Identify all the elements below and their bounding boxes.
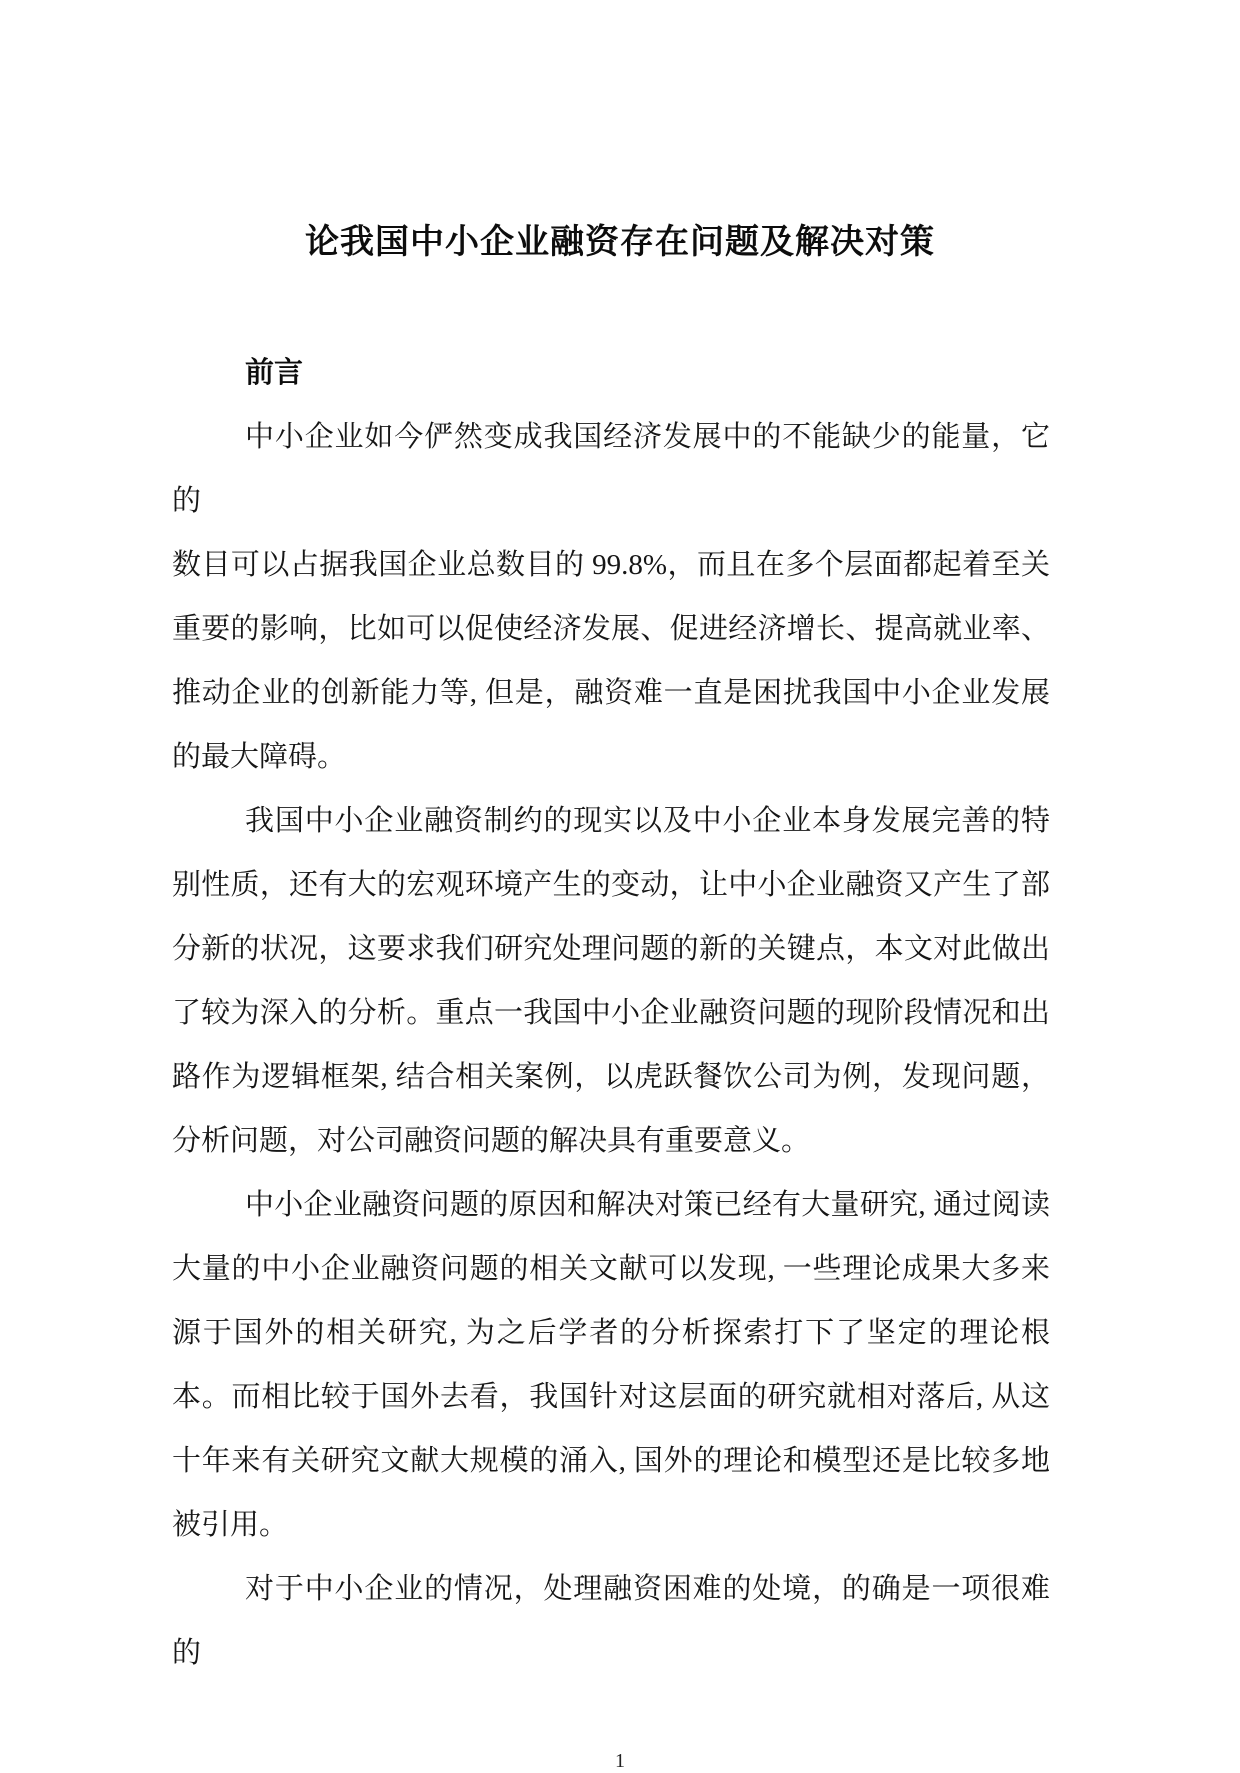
paragraph-line: 数目可以占据我国企业总数目的 99.8%，而且在多个层面都起着至关 xyxy=(172,549,1050,581)
paragraph-line: 对于中小企业的情况，处理融资困难的处境，的确是一项很难的 xyxy=(172,1573,1050,1669)
paragraph-line: 了较为深入的分析。重点一我国中小企业融资问题的现阶段情况和出 xyxy=(172,997,1050,1029)
page-number: 1 xyxy=(615,1750,625,1772)
paragraph xyxy=(172,1173,1050,1557)
paragraph-line: 分新的状况，这要求我们研究处理问题的新的关键点，本文对此做出 xyxy=(172,933,1050,965)
paragraph-line: 中小企业融资问题的原因和解决对策已经有大量研究, 通过阅读 xyxy=(245,1189,1050,1221)
paragraph xyxy=(172,405,1050,789)
paragraph-line: 推动企业的创新能力等, 但是，融资难一直是困扰我国中小企业发展 xyxy=(172,677,1050,709)
document-title: 论我国中小企业融资存在问题及解决对策 xyxy=(305,223,935,261)
body-text xyxy=(172,405,1050,1685)
paragraph-line: 大量的中小企业融资问题的相关文献可以发现, 一些理论成果大多来 xyxy=(172,1253,1050,1285)
paragraph-line: 别性质，还有大的宏观环境产生的变动，让中小企业融资又产生了部 xyxy=(172,869,1050,901)
paragraph-line: 源于国外的相关研究, 为之后学者的分析探索打下了坚定的理论根 xyxy=(172,1317,1050,1349)
page-content xyxy=(0,357,1240,1685)
paragraph-line: 本。而相比较于国外去看，我国针对这层面的研究就相对落后, 从这 xyxy=(172,1381,1050,1413)
paragraph-line: 我国中小企业融资制约的现实以及中小企业本身发展完善的特 xyxy=(245,805,1050,837)
paragraph-line: 的最大障碍。 xyxy=(172,741,347,773)
paragraph-line: 分析问题，对公司融资问题的解决具有重要意义。 xyxy=(172,1125,811,1157)
paragraph-line: 重要的影响，比如可以促使经济发展、促进经济增长、提高就业率、 xyxy=(172,613,1050,645)
paragraph-line: 中小企业如今俨然变成我国经济发展中的不能缺少的能量，它的 xyxy=(172,421,1050,517)
paragraph xyxy=(172,1557,1050,1685)
paragraph-line: 被引用。 xyxy=(172,1509,289,1541)
paragraph-line: 路作为逻辑框架, 结合相关案例，以虎跃餐饮公司为例，发现问题， xyxy=(172,1061,1050,1093)
paragraph xyxy=(172,789,1050,1173)
section-heading-foreword: 前言 xyxy=(245,357,304,389)
paragraph-line: 十年来有关研究文献大规模的涌入, 国外的理论和模型还是比较多地 xyxy=(172,1445,1050,1477)
